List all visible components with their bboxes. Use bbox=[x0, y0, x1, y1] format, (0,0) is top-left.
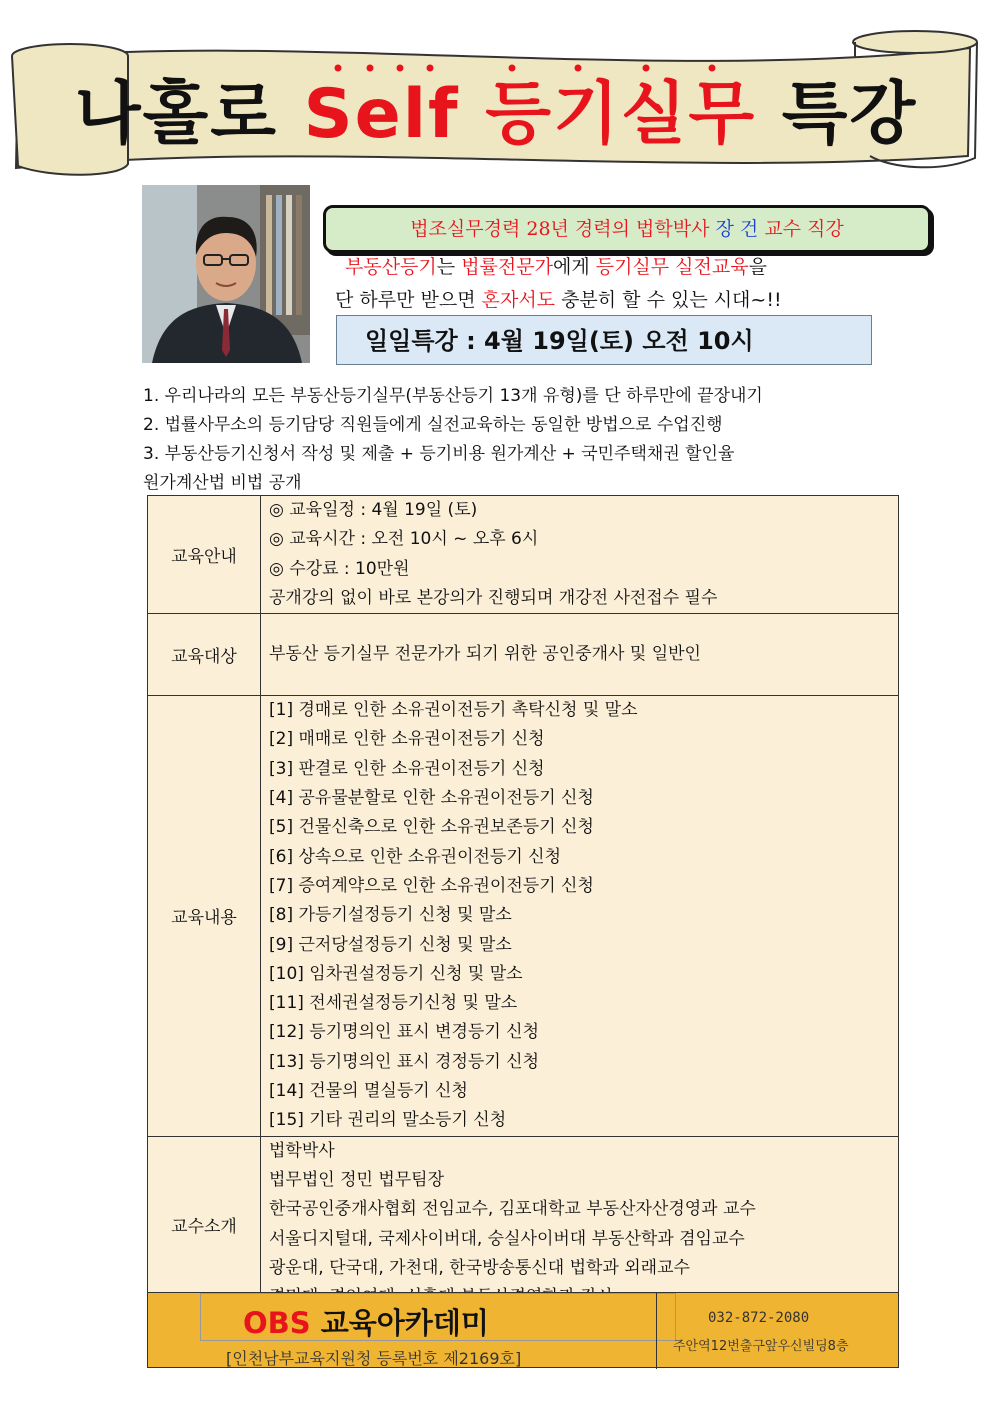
course-info-table bbox=[147, 495, 899, 1313]
page-title bbox=[0, 60, 992, 157]
prof-label: 교수소개 bbox=[148, 1136, 261, 1313]
badge-career: 법조실무경력 28년 경력의 법학박사 bbox=[410, 218, 710, 240]
content-item: [10] 임차권설정등기 신청 및 말소 bbox=[269, 963, 523, 984]
lecture-date-box: 일일특강 : 4월 19일(토) 오전 10시 bbox=[336, 315, 872, 365]
target-cell bbox=[261, 614, 899, 696]
content-item: [7] 증여계약으로 인한 소유권이전등기 신청 bbox=[269, 875, 594, 896]
badge-direct: 교수 직강 bbox=[764, 218, 844, 240]
key-point: 2. 법률사무소의 등기담당 직원들에게 실전교육하는 동일한 방법으로 수업진행 bbox=[143, 415, 723, 435]
tagline-segment: 는 bbox=[436, 256, 462, 278]
tagline-segment: 에게 bbox=[552, 256, 596, 278]
key-point: 1. 우리나라의 모든 부동산등기실무(부동산등기 13개 유형)를 단 하루만에 끝장내기 bbox=[143, 386, 763, 406]
emphasis-dots bbox=[0, 62, 992, 74]
target-label: 교육대상 bbox=[148, 614, 261, 696]
title-part-registry: 등기실무 bbox=[485, 75, 757, 154]
content-item: [11] 전세권설정등기신청 및 말소 bbox=[269, 993, 518, 1014]
prof-item: 서울디지털대, 국제사이버대, 숭실사이버대 부동산학과 겸임교수 bbox=[269, 1228, 745, 1249]
guide-item: ◎ 수강료 : 10만원 bbox=[269, 558, 410, 579]
tagline-segment: 단 하루만 받으면 bbox=[335, 289, 482, 311]
key-point: 원가계산법 비법 공개 bbox=[143, 473, 302, 493]
academy-name bbox=[243, 1301, 489, 1342]
prof-item: 한국공인중개사협회 전임교수, 김포대학교 부동산자산경영과 교수 bbox=[269, 1199, 756, 1220]
prof-item: 법학박사 bbox=[269, 1140, 335, 1161]
academy-footer bbox=[147, 1292, 899, 1368]
instructor-badge bbox=[323, 205, 931, 253]
professor-photo bbox=[142, 185, 310, 363]
brand-academy: 교육아카데미 bbox=[320, 1306, 489, 1340]
guide-item: 공개강의 없이 바로 본강의가 진행되며 개강전 사전접수 필수 bbox=[269, 587, 718, 608]
content-item: [4] 공유물분할로 인한 소유권이전등기 신청 bbox=[269, 788, 594, 809]
tagline-segment: 을 bbox=[748, 256, 767, 278]
prof-item: 광운대, 단국대, 가천대, 한국방송통신대 법학과 외래교수 bbox=[269, 1257, 690, 1278]
content-item: [3] 판결로 인한 소유권이전등기 신청 bbox=[269, 758, 545, 779]
tagline-segment: 혼자서도 bbox=[481, 289, 556, 311]
tagline-line-1 bbox=[345, 252, 767, 279]
phone-number: 032-872-2080 bbox=[708, 1310, 810, 1326]
tagline-segment: 법률전문가 bbox=[461, 256, 553, 278]
guide-label: 교육안내 bbox=[148, 496, 261, 614]
title-part-lecture: 특강 bbox=[781, 75, 918, 154]
target-text: 부동산 등기실무 전문가가 되기 위한 공인중개사 및 일반인 bbox=[269, 644, 701, 665]
content-item: [9] 근저당설정등기 신청 및 말소 bbox=[269, 934, 512, 955]
content-item: [1] 경매로 인한 소유권이전등기 촉탁신청 및 말소 bbox=[269, 700, 638, 721]
content-item: [13] 등기명의인 표시 경정등기 신청 bbox=[269, 1051, 539, 1072]
title-part-alone: 나홀로 bbox=[74, 75, 278, 154]
content-item: [8] 가등기설정등기 신청 및 말소 bbox=[269, 905, 512, 926]
table-row bbox=[148, 696, 899, 1136]
prof-item: 법무법인 정민 법무팀장 bbox=[269, 1169, 445, 1190]
tagline-segment: 충분히 할 수 있는 시대~!! bbox=[555, 289, 782, 311]
guide-item: ◎ 교육일정 : 4월 19일 (토) bbox=[269, 500, 478, 520]
table-row bbox=[148, 614, 899, 696]
content-label: 교육내용 bbox=[148, 696, 261, 1136]
title-part-self: Self bbox=[303, 75, 460, 154]
address: 주안역12번출구앞우신빌딩8층 bbox=[673, 1339, 849, 1354]
registration-number: [인천남부교육지원청 등록번호 제2169호] bbox=[226, 1349, 522, 1368]
badge-name: 장 건 bbox=[715, 218, 759, 240]
prof-cell bbox=[261, 1136, 899, 1313]
guide-cell bbox=[261, 496, 899, 614]
content-item: [14] 건물의 멸실등기 신청 bbox=[269, 1081, 468, 1102]
table-row bbox=[148, 1136, 899, 1313]
guide-item: ◎ 교육시간 : 오전 10시 ~ 오후 6시 bbox=[269, 529, 539, 550]
tagline-segment: 부동산등기 bbox=[345, 256, 437, 278]
key-points-list bbox=[143, 382, 943, 498]
footer-divider bbox=[656, 1293, 657, 1369]
tagline-line-2 bbox=[335, 285, 782, 312]
content-item: [6] 상속으로 인한 소유권이전등기 신청 bbox=[269, 846, 562, 867]
content-item: [2] 매매로 인한 소유권이전등기 신청 bbox=[269, 729, 545, 750]
key-point: 3. 부동산등기신청서 작성 및 제출 + 등기비용 원가계산 + 국민주택채권 할인율 bbox=[143, 444, 735, 464]
content-item: [5] 건물신축으로 인한 소유권보존등기 신청 bbox=[269, 817, 594, 838]
content-cell bbox=[261, 696, 899, 1136]
content-item: [12] 등기명의인 표시 변경등기 신청 bbox=[269, 1022, 539, 1043]
tagline-segment: 등기실무 실전교육 bbox=[595, 256, 749, 278]
table-row bbox=[148, 496, 899, 614]
content-item: [15] 기타 권리의 말소등기 신청 bbox=[269, 1110, 507, 1131]
brand-obs: OBS bbox=[243, 1306, 311, 1340]
